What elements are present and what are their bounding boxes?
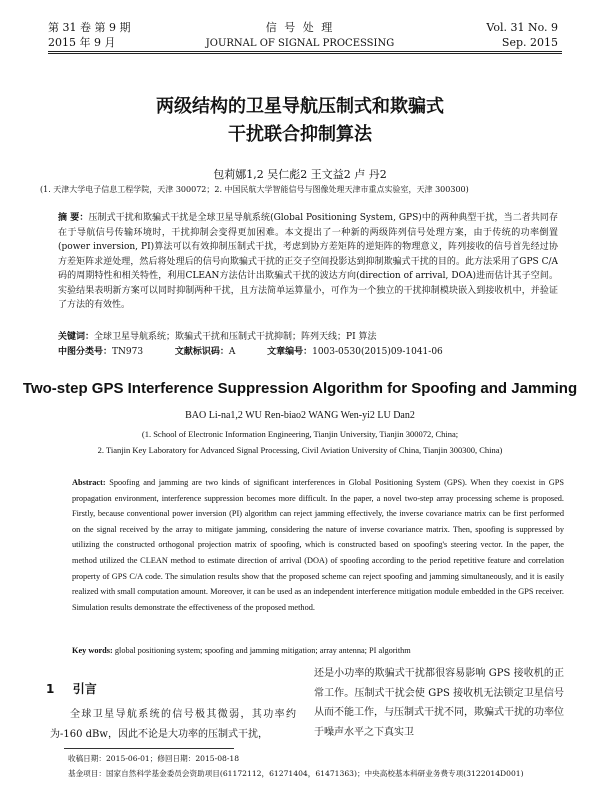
title-cn-line1: 两级结构的卫星导航压制式和欺骗式 — [156, 96, 444, 117]
keywords-en-text: global positioning system; spoofing and jamming mitigation; array antenna; PI algorithm — [114, 646, 411, 655]
keywords-en — [72, 643, 564, 659]
footnote-rule — [64, 748, 234, 749]
keywords-cn-label: 关键词： — [58, 332, 95, 342]
doc-code-value: A — [228, 347, 236, 357]
body-left-column: 全球卫星导航系统的信号极其微弱，其功率约为-160 dBw，因此不论是大功率的压制式干扰， — [50, 709, 296, 740]
affiliation-cn: (1. 天津大学电子信息工程学院，天津 300072；2. 中国民航大学智能信号与图像处理天津市重点实验室，天津 300300) — [40, 185, 469, 194]
keywords-en-label: Key words: — [72, 646, 113, 655]
affiliation-en-line2: 2. Tianjin Key Laboratory for Advanced Signal Processing, Civil Aviation University of China, Tianjin 300300, China) — [97, 445, 503, 455]
abstract-cn-label: 摘 要： — [58, 213, 89, 223]
section-heading — [46, 680, 97, 697]
section-title: 引言 — [72, 682, 97, 696]
header-rule-2 — [48, 53, 562, 54]
abstract-en-label: Abstract: — [72, 478, 106, 487]
date-en-label: Sep. 2015 — [501, 36, 558, 49]
keywords-cn-text: 全球卫星导航系统；欺骗式干扰和压制式干扰抑制；阵列天线；PI 算法 — [94, 332, 377, 342]
body-right-column: 还是小功率的欺骗式干扰都很容易影响 GPS 接收机的正常工作。压制式干扰会使 GPS 接收机无法锁定卫星信号从而不能工作，与压制式干扰不同，欺骗式干扰的功率位于噪声水平之下真实卫 — [314, 668, 564, 738]
affiliation-en-line1: (1. School of Electronic Information Engineering, Tianjin University, Tianjin 300072, China; — [141, 429, 459, 439]
clc-label: 中图分类号： — [58, 347, 113, 357]
journal-name-en: JOURNAL OF SIGNAL PROCESSING — [205, 38, 395, 49]
keywords-cn — [58, 330, 558, 345]
footnote-fund: 基金项目：国家自然科学基金委员会资助项目(61172112，61271404，61471363)；中央高校基本科研业务费专项(3122014D001) — [68, 769, 524, 778]
volume-label: Vol. 31 No. 9 — [486, 21, 558, 34]
journal-name-cn: 信 号 处 理 — [265, 21, 335, 34]
abstract-cn-text: 压制式干扰和欺骗式干扰是全球卫星导航系统(Global Positioning System, GPS)中的两种典型干扰，当二者共同存在于导航信号传输环境时，干扰抑制会变得更加困难。本文提出了一种新的两级阵列信号处理方案，由于传统的功率倒置(power inversion, PI)算法可以有效抑制压制式干扰，考虑到协方差矩阵的逆矩阵的物理意义，阵列接收的信号首先经过协方差矩阵求逆处理，然后将处理后的信号向欺骗式干扰的正交子空间投影达到抑制欺骗式干扰的目的。此方法采用了GPS C/A码的周期特性和相关特性，利用CLEAN方法估计出欺骗式干扰的波达方向(direction of arrival, DOA)进而估计其子空间。实验结果表明新方案可以同时抑制两种干扰，且方法简单运算量小，可作为一个独立的干扰抑制模块嵌入到接收机中，并验证了方法的有效性。 — [58, 213, 558, 310]
article-no-value: 1003-0530(2015)09-1041-06 — [312, 347, 443, 357]
abstract-en — [72, 475, 564, 615]
issue-label: 第 31 卷 第 9 期 — [48, 21, 131, 34]
authors-cn: 包莉娜1,2 吴仁彪2 王文益2 卢 丹2 — [213, 168, 387, 181]
abstract-en-text: Spoofing and jamming are two kinds of significant interferences in Global Positioning System (GPS). When they coexist in GPS propagation environment, interference suppression becomes more difficult. In the paper, a novel two-step array processing scheme is proposed. Firstly, because conventional power inversion (PI) algorithm can reject jamming effectively, the inverse covariance matrix can be first performed on the signal received by the array to mitigate jamming, considering the nature of inverse covariance matrix. Then, spoofing is suppressed by utilizing the constructed orthogonal projection matrix of spoofing, which is constructed based on spoofing's steering vector. In the paper, the method utilized the CLEAN method to estimate direction of arrival (DOA) of spoofing according to the period repetitive feature and correlation property of GPS C/A code. The simulation results show that the proposed scheme can reject spoofing and jamming simultaneously, and it is easily realized with small computation amount. Moreover, it can be used as an independent interference mitigation module embedded in the GPS receiver. Simulation results demonstrate the effectiveness of the proposed method. — [72, 478, 564, 612]
title-cn-line2: 干扰联合抑制算法 — [228, 124, 372, 145]
section-number: 1 — [46, 682, 55, 696]
title-en: Two-step GPS Interference Suppression Algorithm for Spoofing and Jamming — [22, 380, 578, 397]
classification-line — [58, 345, 558, 360]
authors-en: BAO Li-na1,2 WU Ren-biao2 WANG Wen-yi2 LU Dan2 — [185, 410, 415, 421]
header-rule — [48, 51, 562, 52]
doc-code-label: 文献标识码： — [174, 347, 229, 357]
article-no-label: 文章编号： — [267, 347, 313, 357]
clc-value: TN973 — [112, 347, 144, 357]
date-label: 2015 年 9 月 — [48, 36, 116, 49]
footnote-received: 收稿日期：2015-06-01；修回日期：2015-08-18 — [68, 754, 240, 763]
